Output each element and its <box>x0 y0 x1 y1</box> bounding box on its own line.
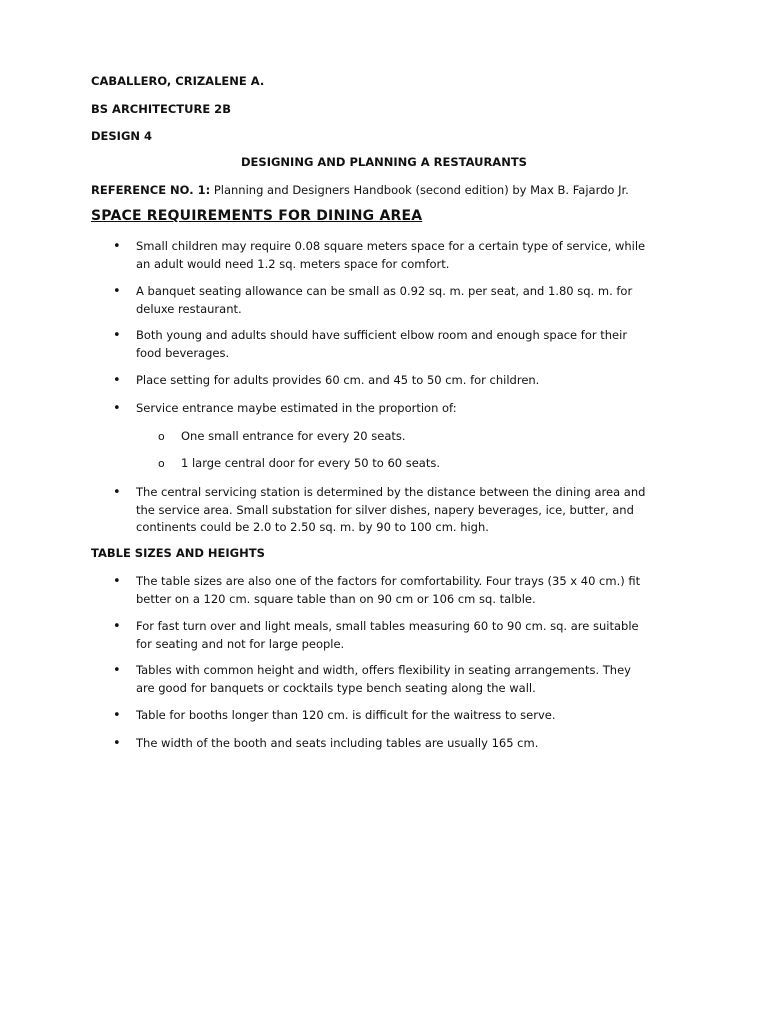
list-item-line: are good for banquets or cocktails type bench seating along the wall. <box>136 680 536 695</box>
bullet-icon: • <box>113 574 121 589</box>
list-item-line: better on a 120 cm. square table than on 90 cm or 106 cm sq. talble. <box>136 591 536 606</box>
bullet-icon: • <box>113 736 121 751</box>
list-item-line: Place setting for adults provides 60 cm. and 45 to 50 cm. for children. <box>136 373 540 387</box>
list-item-line: deluxe restaurant. <box>136 301 242 316</box>
list-item-line: Table for booths longer than 120 cm. is difficult for the waitress to serve. <box>136 708 556 722</box>
sub-bullet-icon: o <box>158 457 165 470</box>
bullet-icon: • <box>113 663 121 678</box>
list-item <box>136 618 696 653</box>
reference-label: REFERENCE NO. 1: <box>91 183 211 197</box>
list-item-line: The width of the booth and seats including tables are usually 165 cm. <box>136 736 539 750</box>
list-item-line: for seating and not for large people. <box>136 636 345 651</box>
list-item-line: Service entrance maybe estimated in the proportion of: <box>136 401 457 415</box>
list-item <box>136 372 696 390</box>
bullet-icon: • <box>113 328 121 343</box>
list-item-line: food beverages. <box>136 345 230 360</box>
list-item <box>136 707 696 725</box>
section-heading-table-sizes: TABLE SIZES AND HEIGHTS <box>91 546 265 560</box>
list-item <box>136 400 696 418</box>
list-item <box>136 327 696 362</box>
sub-list-item: One small entrance for every 20 seats. <box>181 429 406 443</box>
bullet-icon: • <box>113 401 121 416</box>
list-item <box>136 662 696 697</box>
list-item-line: continents could be 2.0 to 2.50 sq. m. by 90 to 100 cm. high. <box>136 520 489 534</box>
bullet-icon: • <box>113 619 121 634</box>
list-item-line: an adult would need 1.2 sq. meters space for comfort. <box>136 256 450 271</box>
bullet-icon: • <box>113 373 121 388</box>
list-item <box>136 283 696 318</box>
author-name: CABALLERO, CRIZALENE A. <box>91 74 265 88</box>
reference-text: Planning and Designers Handbook (second edition) by Max B. Fajardo Jr. <box>210 183 629 197</box>
list-item <box>136 735 696 753</box>
bullet-icon: • <box>113 485 121 500</box>
bullet-icon: • <box>113 708 121 723</box>
list-item-line: The central servicing station is determined by the distance between the dining area and <box>136 485 646 499</box>
list-item-line: the service area. Small substation for silver dishes, napery beverages, ice, butter, and <box>136 502 634 517</box>
subject-line: DESIGN 4 <box>91 129 153 143</box>
reference-line <box>91 182 629 200</box>
list-item-line: The table sizes are also one of the factors for comfortability. Four trays (35 x 40 cm.) fit <box>136 574 641 588</box>
sub-bullet-icon: o <box>158 430 165 443</box>
list-item <box>136 238 696 273</box>
course-line: BS ARCHITECTURE 2B <box>91 102 231 116</box>
bullet-icon: • <box>113 284 121 299</box>
list-item-line: Tables with common height and width, offers flexibility in seating arrangements. They <box>136 663 631 677</box>
list-item-line: For fast turn over and light meals, small tables measuring 60 to 90 cm. sq. are suitable <box>136 619 639 633</box>
list-item-line: Both young and adults should have sufficient elbow room and enough space for their <box>136 328 628 342</box>
section-heading-dining-area: SPACE REQUIREMENTS FOR DINING AREA <box>91 208 423 224</box>
bullet-icon: • <box>113 239 121 254</box>
list-item-line: A banquet seating allowance can be small as 0.92 sq. m. per seat, and 1.80 sq. m. for <box>136 284 633 298</box>
list-item-line: Small children may require 0.08 square meters space for a certain type of service, while <box>136 239 646 253</box>
document-title: DESIGNING AND PLANNING A RESTAURANTS <box>241 155 527 169</box>
sub-list-item: 1 large central door for every 50 to 60 seats. <box>181 456 441 470</box>
list-item <box>136 573 696 608</box>
list-item <box>136 484 696 537</box>
